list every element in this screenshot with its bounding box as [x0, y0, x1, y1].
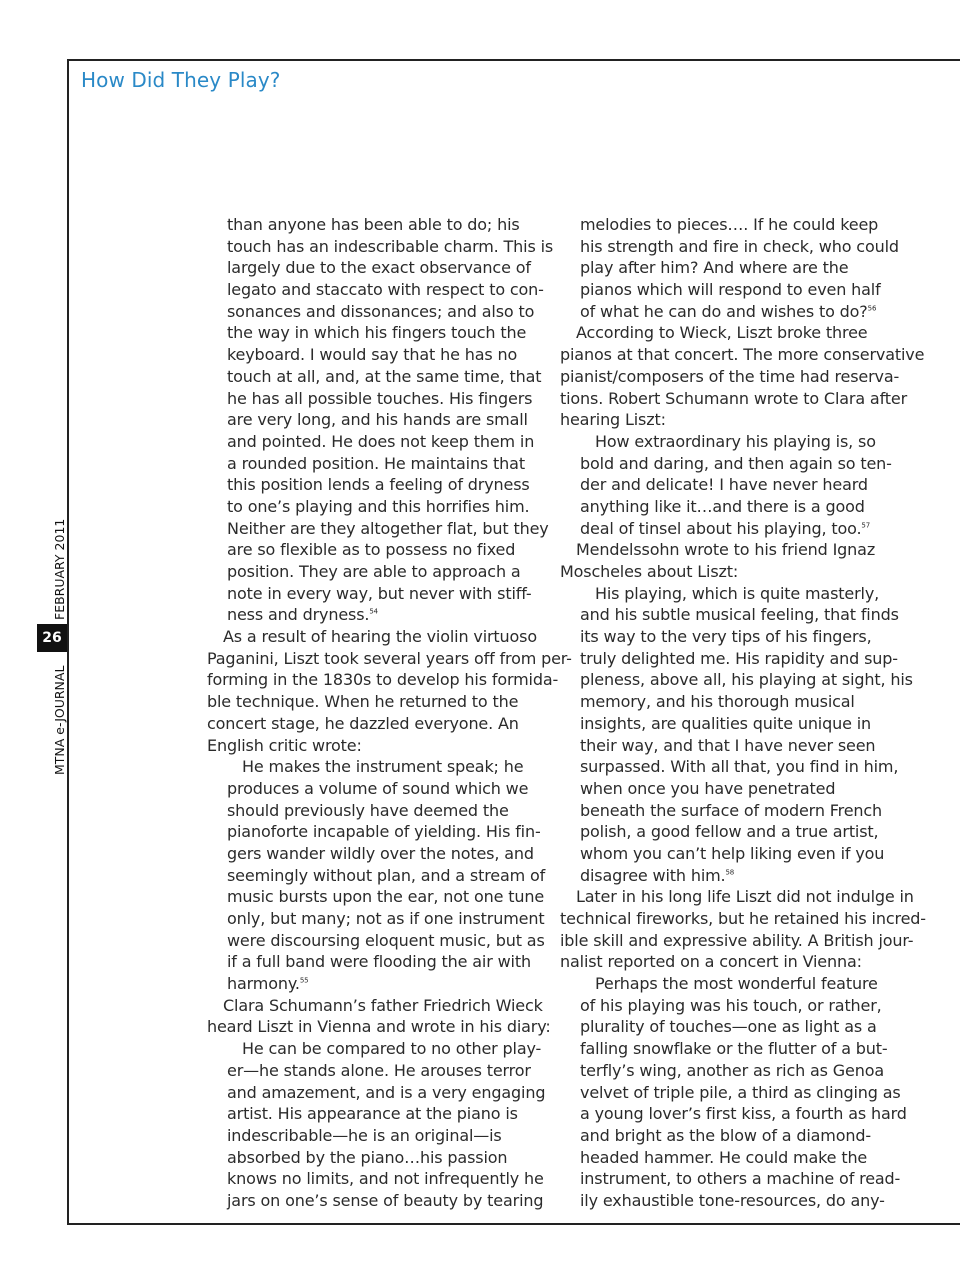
text-line — [207, 431, 547, 453]
line-text: pleness, above all, his playing at sight, his — [580, 670, 913, 690]
line-text: Neither are they altogether flat, but they — [227, 518, 549, 538]
text-line — [560, 669, 913, 691]
line-text: ble technique. When he returned to the — [207, 692, 519, 712]
line-text: heard Liszt in Vienna and wrote in his diary: — [207, 1017, 551, 1037]
text-line — [207, 453, 547, 475]
text-line — [560, 1082, 905, 1104]
text-line — [560, 778, 905, 800]
text-line — [207, 604, 547, 626]
text-line — [560, 735, 905, 757]
line-text: bold and daring, and then again so ten- — [580, 453, 892, 473]
line-text: nalist reported on a concert in Vienna: — [560, 952, 862, 972]
line-text: their way, and that I have never seen — [580, 735, 876, 755]
text-line — [207, 1125, 547, 1147]
text-line — [207, 1038, 547, 1060]
line-text: largely due to the exact observance of — [227, 258, 531, 278]
text-column-left — [207, 214, 572, 1212]
text-line — [207, 648, 572, 670]
text-line — [560, 214, 905, 236]
text-line — [560, 518, 905, 540]
line-text: technical fireworks, but he retained his incred- — [560, 909, 926, 928]
text-line — [207, 626, 547, 648]
text-line — [560, 279, 905, 301]
line-text: indescribable—he is an original—is — [227, 1125, 502, 1145]
line-text: whom you can’t help liking even if you — [580, 843, 885, 863]
line-text: beneath the surface of modern French — [580, 800, 883, 820]
line-text: hearing Liszt: — [560, 410, 666, 430]
line-text: er—he stands alone. He arouses terror — [227, 1060, 531, 1080]
line-text: of what he can do and wishes to do? — [580, 301, 868, 321]
line-text: sonances and dissonances; and also to — [227, 301, 535, 321]
text-line — [560, 474, 905, 496]
text-line — [207, 691, 547, 713]
text-line — [560, 431, 905, 453]
line-text: ily exhaustible tone-resources, do any- — [580, 1190, 885, 1210]
text-line — [207, 908, 547, 930]
line-text: pianist/composers of the time had reserva- — [560, 366, 900, 386]
text-line — [207, 1082, 547, 1104]
text-line — [207, 669, 559, 691]
text-line — [207, 539, 547, 561]
text-line — [560, 995, 905, 1017]
text-line — [207, 930, 547, 952]
line-text: How extraordinary his playing is, so — [595, 431, 876, 451]
line-text: play after him? And where are the — [580, 258, 849, 278]
line-text: this position lends a feeling of dryness — [227, 475, 530, 495]
text-line — [207, 474, 547, 496]
text-line — [560, 366, 905, 388]
line-text: harmony. — [227, 974, 300, 994]
line-text: a young lover’s first kiss, a fourth as hard — [580, 1104, 907, 1124]
line-text: concert stage, he dazzled everyone. An — [207, 713, 519, 733]
line-text: position. They are able to approach a — [227, 562, 521, 581]
text-line — [207, 301, 547, 323]
text-line — [560, 1190, 905, 1212]
text-line — [207, 583, 547, 605]
text-line — [560, 1038, 905, 1060]
text-line — [560, 865, 905, 887]
line-text: gers wander wildly over the notes, and — [227, 843, 534, 863]
line-text: disagree with him. — [580, 865, 726, 885]
text-line — [207, 995, 547, 1017]
line-text: note in every way, but never with stiff- — [227, 583, 532, 603]
line-text: the way in which his fingers touch the — [227, 323, 527, 343]
text-line — [560, 951, 905, 973]
line-text: produces a volume of sound which we — [227, 778, 529, 798]
text-line — [560, 1060, 905, 1082]
text-line — [560, 626, 905, 648]
text-line — [207, 236, 554, 258]
line-text: of his playing was his touch, or rather, — [580, 995, 882, 1015]
text-line — [207, 214, 547, 236]
text-line — [207, 735, 547, 757]
line-text: According to Wieck, Liszt broke three — [576, 323, 868, 343]
line-text: falling snowflake or the flutter of a but- — [580, 1039, 888, 1059]
text-line — [207, 800, 547, 822]
line-text: and pointed. He does not keep them in — [227, 431, 535, 451]
line-text: tions. Robert Schumann wrote to Clara after — [560, 388, 908, 408]
text-line — [560, 1147, 905, 1169]
line-text: Perhaps the most wonderful feature — [595, 974, 878, 994]
line-text: if a full band were flooding the air with — [227, 952, 531, 972]
text-line — [560, 409, 905, 431]
issue-date: FEBRUARY 2011 — [52, 518, 67, 620]
text-line — [560, 1168, 905, 1190]
line-text: were discoursing eloquent music, but as — [227, 930, 545, 950]
text-line — [207, 865, 547, 887]
line-text: legato and staccato with respect to con- — [227, 280, 544, 300]
section-title: How Did They Play? — [81, 68, 281, 92]
line-text: headed hammer. He could make the — [580, 1147, 868, 1167]
text-line — [207, 257, 547, 279]
text-line — [560, 691, 905, 713]
line-text: and his subtle musical feeling, that finds — [580, 605, 899, 625]
line-text: surpassed. With all that, you find in him, — [580, 757, 899, 777]
line-text: should previously have deemed the — [227, 800, 509, 820]
text-line — [207, 1060, 547, 1082]
line-text: touch has an indescribable charm. This is — [227, 236, 554, 256]
line-text: melodies to pieces…. If he could keep — [580, 215, 879, 234]
text-line — [560, 886, 914, 908]
line-text: insights, are qualities quite unique in — [580, 713, 872, 733]
text-line — [560, 1103, 905, 1125]
line-text: touch at all, and, at the same time, that — [227, 366, 542, 386]
line-text: anything like it…and there is a good — [580, 496, 865, 516]
line-text: his strength and fire in check, who could — [580, 236, 899, 256]
text-line — [560, 821, 905, 843]
page-number: 26 — [37, 624, 67, 652]
line-text: its way to the very tips of his fingers, — [580, 627, 872, 647]
text-line — [207, 1190, 547, 1212]
text-line — [560, 561, 905, 583]
line-text: pianos at that concert. The more conservative — [560, 345, 925, 365]
line-text: pianoforte incapable of yielding. His fin- — [227, 822, 541, 842]
line-text: ible skill and expressive ability. A British jour- — [560, 930, 914, 950]
text-line — [560, 648, 905, 670]
line-text: He can be compared to no other play- — [242, 1039, 542, 1059]
line-text: artist. His appearance at the piano is — [227, 1104, 518, 1124]
line-text: English critic wrote: — [207, 735, 362, 755]
line-text: to one’s playing and this horrifies him. — [227, 496, 530, 516]
line-text: pianos which will respond to even half — [580, 280, 881, 300]
text-line — [560, 604, 905, 626]
line-text: terfly’s wing, another as rich as Genoa — [580, 1060, 885, 1080]
text-line — [207, 973, 547, 995]
text-line — [207, 496, 547, 518]
text-line — [207, 279, 547, 301]
line-text: velvet of triple pile, a third as clinging as — [580, 1082, 901, 1102]
line-text: than anyone has been able to do; his — [227, 215, 520, 234]
text-line — [560, 301, 905, 323]
page-sidebar — [30, 519, 74, 781]
line-text: absorbed by the piano…his passion — [227, 1147, 508, 1167]
text-line — [207, 1147, 547, 1169]
text-line — [560, 388, 908, 410]
line-text: ness and dryness. — [227, 605, 370, 625]
text-line — [560, 713, 905, 735]
text-line — [560, 756, 905, 778]
text-line — [560, 257, 905, 279]
line-text: he has all possible touches. His fingers — [227, 388, 533, 408]
line-text: deal of tinsel about his playing, too. — [580, 518, 862, 538]
line-text: jars on one’s sense of beauty by tearing — [227, 1190, 544, 1210]
line-text: a rounded position. He maintains that — [227, 453, 525, 473]
text-line — [560, 583, 905, 605]
text-line — [207, 1016, 551, 1038]
text-line — [207, 778, 547, 800]
footnote-marker: 58 — [725, 868, 735, 877]
line-text: Moscheles about Liszt: — [560, 562, 739, 581]
line-text: plurality of touches—one as light as a — [580, 1017, 877, 1037]
line-text: and bright as the blow of a diamond- — [580, 1125, 872, 1145]
publication-name: MTNA e-JOURNAL — [52, 665, 67, 775]
footnote-marker: 54 — [369, 608, 378, 617]
line-text: der and delicate! I have never heard — [580, 475, 868, 495]
line-text: truly delighted me. His rapidity and sup- — [580, 648, 898, 668]
line-text: music bursts upon the ear, not one tune — [227, 887, 545, 907]
text-line — [207, 821, 547, 843]
text-line — [560, 453, 905, 475]
text-line — [207, 344, 547, 366]
line-text: He makes the instrument speak; he — [242, 757, 524, 777]
frame-top-rule — [67, 59, 960, 61]
text-line — [560, 800, 905, 822]
text-line — [560, 843, 905, 865]
text-line — [207, 409, 547, 431]
text-line — [207, 518, 547, 540]
text-line — [560, 1125, 905, 1147]
text-line — [207, 561, 547, 583]
text-line — [560, 322, 905, 344]
line-text: instrument, to others a machine of read- — [580, 1169, 901, 1189]
text-line — [560, 344, 925, 366]
text-line — [207, 713, 547, 735]
text-line — [207, 756, 547, 778]
text-line — [560, 973, 905, 995]
footnote-marker: 57 — [861, 521, 871, 530]
text-line — [560, 908, 926, 930]
line-text: and amazement, and is a very engaging — [227, 1082, 546, 1102]
text-line — [207, 388, 547, 410]
line-text: Paganini, Liszt took several years off from per- — [207, 648, 572, 668]
text-line — [560, 236, 905, 258]
text-column-right — [560, 214, 926, 1212]
text-line — [207, 1168, 547, 1190]
frame-bottom-rule — [67, 1223, 960, 1225]
line-text: only, but many; not as if one instrument — [227, 909, 545, 928]
footnote-marker: 55 — [299, 976, 309, 985]
line-text: seemingly without plan, and a stream of — [227, 865, 546, 885]
text-line — [207, 366, 547, 388]
text-line — [207, 886, 547, 908]
line-text: As a result of hearing the violin virtuoso — [223, 627, 537, 647]
footnote-marker: 56 — [867, 304, 877, 313]
line-text: His playing, which is quite masterly, — [595, 583, 880, 603]
line-text: are so flexible as to possess no fixed — [227, 540, 516, 560]
text-line — [207, 951, 547, 973]
line-text: memory, and his thorough musical — [580, 692, 855, 712]
text-line — [560, 496, 905, 518]
line-text: Mendelssohn wrote to his friend Ignaz — [576, 540, 876, 560]
line-text: Later in his long life Liszt did not indulge in — [576, 887, 914, 907]
line-text: keyboard. I would say that he has no — [227, 345, 518, 365]
text-line — [207, 843, 547, 865]
line-text: Clara Schumann’s father Friedrich Wieck — [223, 995, 543, 1015]
line-text: polish, a good fellow and a true artist, — [580, 822, 879, 842]
line-text: are very long, and his hands are small — [227, 410, 528, 430]
text-line — [560, 1016, 905, 1038]
text-line — [560, 539, 905, 561]
line-text: forming in the 1830s to develop his formida- — [207, 670, 559, 690]
text-line — [560, 930, 914, 952]
text-line — [207, 1103, 547, 1125]
line-text: knows no limits, and not infrequently he — [227, 1169, 544, 1189]
line-text: when once you have penetrated — [580, 778, 836, 798]
text-line — [207, 322, 547, 344]
